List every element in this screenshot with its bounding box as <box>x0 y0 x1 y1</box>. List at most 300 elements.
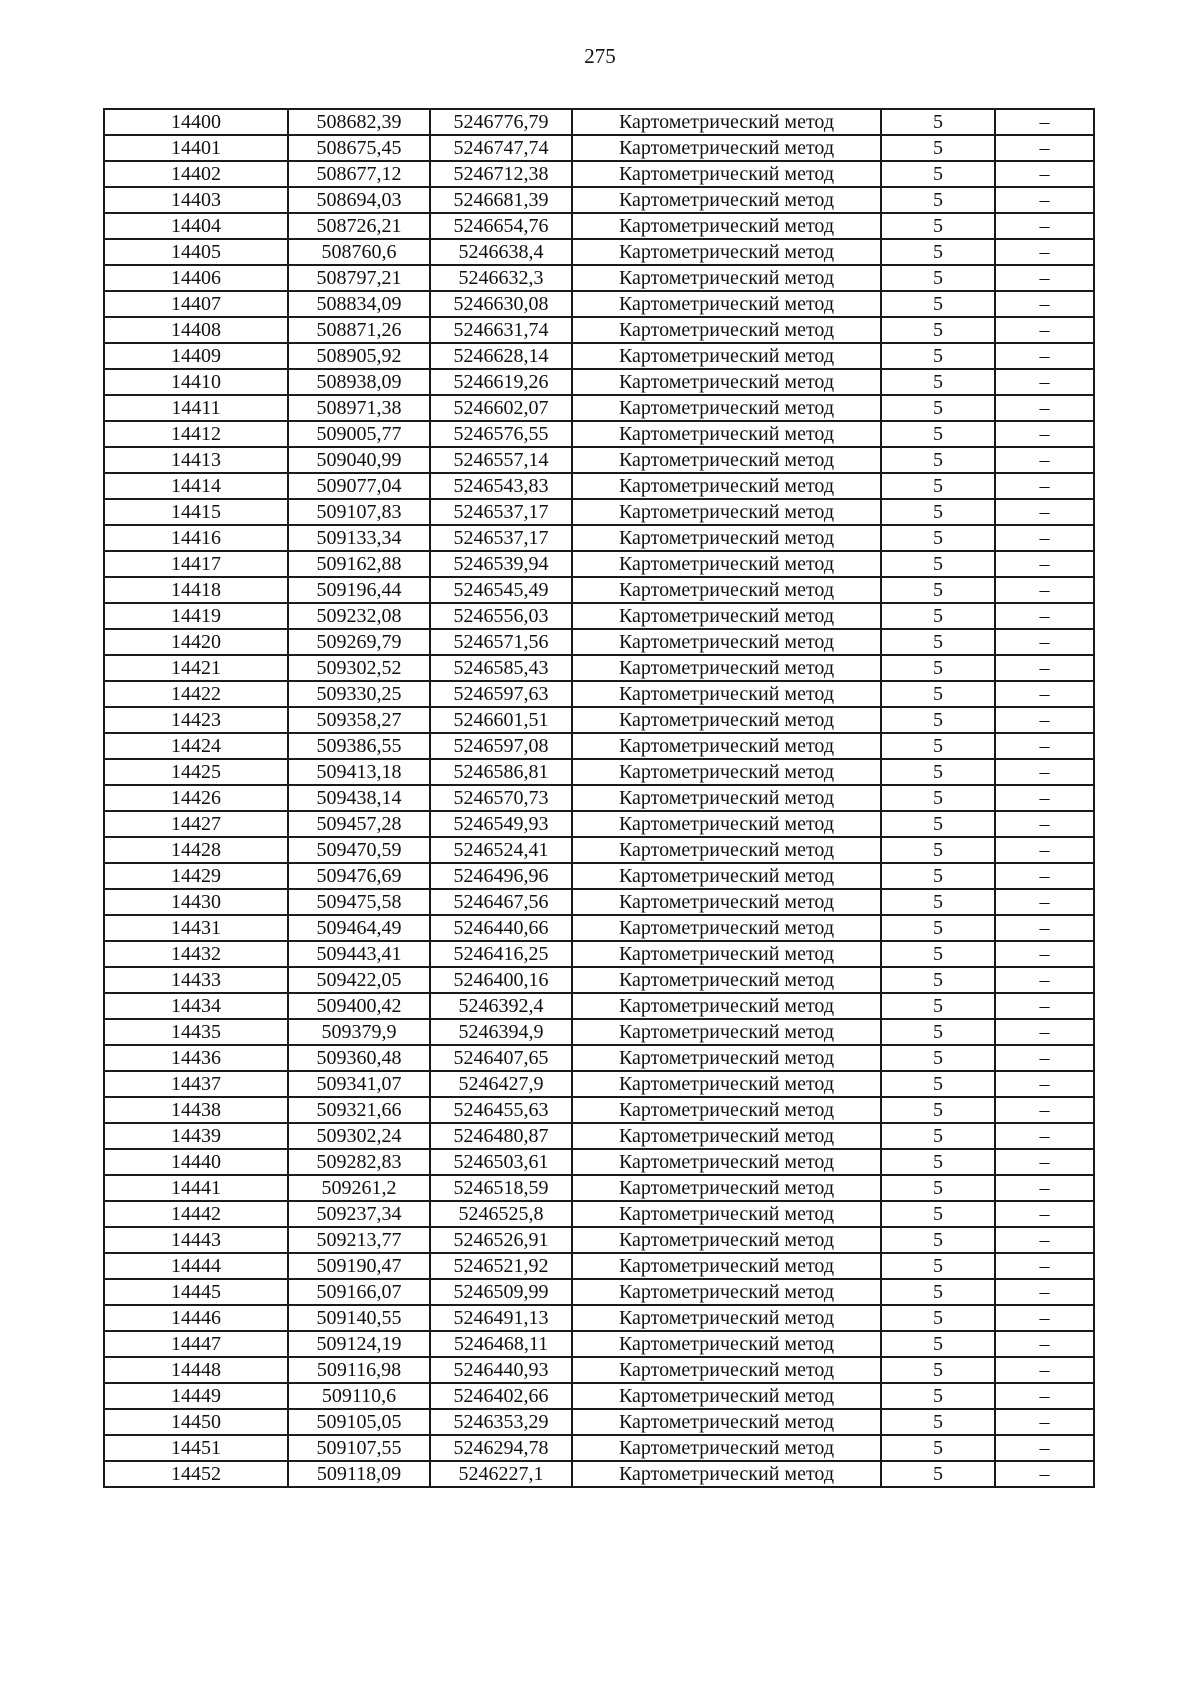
point-number-cell: 14437 <box>104 1071 288 1097</box>
table-row <box>104 889 1094 915</box>
method-cell: Картометрический метод <box>572 837 881 863</box>
point-number-cell: 14417 <box>104 551 288 577</box>
note-cell: – <box>995 109 1094 135</box>
accuracy-cell: 5 <box>881 759 995 785</box>
note-cell: – <box>995 135 1094 161</box>
method-cell: Картометрический метод <box>572 1383 881 1409</box>
accuracy-cell: 5 <box>881 1435 995 1461</box>
y-coordinate-cell: 5246521,92 <box>430 1253 572 1279</box>
accuracy-cell: 5 <box>881 187 995 213</box>
table-row <box>104 811 1094 837</box>
x-coordinate-cell: 509457,28 <box>288 811 430 837</box>
table-row <box>104 785 1094 811</box>
y-coordinate-cell: 5246654,76 <box>430 213 572 239</box>
table-row <box>104 1149 1094 1175</box>
x-coordinate-cell: 509162,88 <box>288 551 430 577</box>
x-coordinate-cell: 509140,55 <box>288 1305 430 1331</box>
accuracy-cell: 5 <box>881 291 995 317</box>
x-coordinate-cell: 508694,03 <box>288 187 430 213</box>
note-cell: – <box>995 967 1094 993</box>
x-coordinate-cell: 509358,27 <box>288 707 430 733</box>
point-number-cell: 14448 <box>104 1357 288 1383</box>
x-coordinate-cell: 509438,14 <box>288 785 430 811</box>
point-number-cell: 14411 <box>104 395 288 421</box>
y-coordinate-cell: 5246543,83 <box>430 473 572 499</box>
method-cell: Картометрический метод <box>572 135 881 161</box>
y-coordinate-cell: 5246556,03 <box>430 603 572 629</box>
x-coordinate-cell: 508797,21 <box>288 265 430 291</box>
accuracy-cell: 5 <box>881 1201 995 1227</box>
method-cell: Картометрический метод <box>572 967 881 993</box>
point-number-cell: 14404 <box>104 213 288 239</box>
x-coordinate-cell: 509005,77 <box>288 421 430 447</box>
table-row <box>104 1461 1094 1487</box>
table-row <box>104 707 1094 733</box>
point-number-cell: 14435 <box>104 1019 288 1045</box>
method-cell: Картометрический метод <box>572 525 881 551</box>
method-cell: Картометрический метод <box>572 1409 881 1435</box>
method-cell: Картометрический метод <box>572 1461 881 1487</box>
method-cell: Картометрический метод <box>572 1123 881 1149</box>
y-coordinate-cell: 5246455,63 <box>430 1097 572 1123</box>
y-coordinate-cell: 5246440,66 <box>430 915 572 941</box>
accuracy-cell: 5 <box>881 369 995 395</box>
accuracy-cell: 5 <box>881 473 995 499</box>
note-cell: – <box>995 1227 1094 1253</box>
y-coordinate-cell: 5246526,91 <box>430 1227 572 1253</box>
note-cell: – <box>995 1175 1094 1201</box>
accuracy-cell: 5 <box>881 707 995 733</box>
y-coordinate-cell: 5246468,11 <box>430 1331 572 1357</box>
note-cell: – <box>995 1097 1094 1123</box>
table-row <box>104 1227 1094 1253</box>
table-row <box>104 499 1094 525</box>
method-cell: Картометрический метод <box>572 1253 881 1279</box>
x-coordinate-cell: 509196,44 <box>288 577 430 603</box>
method-cell: Картометрический метод <box>572 265 881 291</box>
accuracy-cell: 5 <box>881 889 995 915</box>
note-cell: – <box>995 1383 1094 1409</box>
table-body <box>104 109 1094 1487</box>
note-cell: – <box>995 343 1094 369</box>
y-coordinate-cell: 5246496,96 <box>430 863 572 889</box>
note-cell: – <box>995 1123 1094 1149</box>
table-row <box>104 317 1094 343</box>
method-cell: Картометрический метод <box>572 1305 881 1331</box>
x-coordinate-cell: 509261,2 <box>288 1175 430 1201</box>
accuracy-cell: 5 <box>881 1253 995 1279</box>
point-number-cell: 14447 <box>104 1331 288 1357</box>
x-coordinate-cell: 508726,21 <box>288 213 430 239</box>
method-cell: Картометрический метод <box>572 993 881 1019</box>
y-coordinate-cell: 5246638,4 <box>430 239 572 265</box>
point-number-cell: 14430 <box>104 889 288 915</box>
table-row <box>104 733 1094 759</box>
x-coordinate-cell: 508834,09 <box>288 291 430 317</box>
x-coordinate-cell: 509360,48 <box>288 1045 430 1071</box>
point-number-cell: 14407 <box>104 291 288 317</box>
method-cell: Картометрический метод <box>572 707 881 733</box>
method-cell: Картометрический метод <box>572 499 881 525</box>
method-cell: Картометрический метод <box>572 213 881 239</box>
y-coordinate-cell: 5246776,79 <box>430 109 572 135</box>
table-row <box>104 291 1094 317</box>
note-cell: – <box>995 629 1094 655</box>
method-cell: Картометрический метод <box>572 603 881 629</box>
x-coordinate-cell: 509110,6 <box>288 1383 430 1409</box>
accuracy-cell: 5 <box>881 681 995 707</box>
note-cell: – <box>995 1045 1094 1071</box>
note-cell: – <box>995 785 1094 811</box>
y-coordinate-cell: 5246630,08 <box>430 291 572 317</box>
y-coordinate-cell: 5246480,87 <box>430 1123 572 1149</box>
x-coordinate-cell: 508905,92 <box>288 343 430 369</box>
method-cell: Картометрический метод <box>572 733 881 759</box>
accuracy-cell: 5 <box>881 109 995 135</box>
x-coordinate-cell: 509422,05 <box>288 967 430 993</box>
point-number-cell: 14429 <box>104 863 288 889</box>
y-coordinate-cell: 5246227,1 <box>430 1461 572 1487</box>
accuracy-cell: 5 <box>881 239 995 265</box>
y-coordinate-cell: 5246747,74 <box>430 135 572 161</box>
point-number-cell: 14419 <box>104 603 288 629</box>
y-coordinate-cell: 5246400,16 <box>430 967 572 993</box>
method-cell: Картометрический метод <box>572 863 881 889</box>
accuracy-cell: 5 <box>881 1097 995 1123</box>
note-cell: – <box>995 993 1094 1019</box>
method-cell: Картометрический метод <box>572 395 881 421</box>
method-cell: Картометрический метод <box>572 421 881 447</box>
note-cell: – <box>995 1019 1094 1045</box>
y-coordinate-cell: 5246712,38 <box>430 161 572 187</box>
point-number-cell: 14438 <box>104 1097 288 1123</box>
y-coordinate-cell: 5246353,29 <box>430 1409 572 1435</box>
point-number-cell: 14445 <box>104 1279 288 1305</box>
point-number-cell: 14402 <box>104 161 288 187</box>
y-coordinate-cell: 5246416,25 <box>430 941 572 967</box>
method-cell: Картометрический метод <box>572 239 881 265</box>
table-row <box>104 525 1094 551</box>
x-coordinate-cell: 509302,52 <box>288 655 430 681</box>
table-row <box>104 1357 1094 1383</box>
x-coordinate-cell: 509475,58 <box>288 889 430 915</box>
accuracy-cell: 5 <box>881 577 995 603</box>
y-coordinate-cell: 5246628,14 <box>430 343 572 369</box>
accuracy-cell: 5 <box>881 1461 995 1487</box>
table-row <box>104 473 1094 499</box>
x-coordinate-cell: 509341,07 <box>288 1071 430 1097</box>
table-row <box>104 343 1094 369</box>
point-number-cell: 14433 <box>104 967 288 993</box>
method-cell: Картометрический метод <box>572 291 881 317</box>
note-cell: – <box>995 837 1094 863</box>
method-cell: Картометрический метод <box>572 187 881 213</box>
point-number-cell: 14427 <box>104 811 288 837</box>
note-cell: – <box>995 811 1094 837</box>
note-cell: – <box>995 395 1094 421</box>
point-number-cell: 14440 <box>104 1149 288 1175</box>
method-cell: Картометрический метод <box>572 681 881 707</box>
method-cell: Картометрический метод <box>572 1175 881 1201</box>
method-cell: Картометрический метод <box>572 1149 881 1175</box>
method-cell: Картометрический метод <box>572 343 881 369</box>
method-cell: Картометрический метод <box>572 811 881 837</box>
note-cell: – <box>995 265 1094 291</box>
point-number-cell: 14441 <box>104 1175 288 1201</box>
accuracy-cell: 5 <box>881 343 995 369</box>
x-coordinate-cell: 509400,42 <box>288 993 430 1019</box>
x-coordinate-cell: 509386,55 <box>288 733 430 759</box>
note-cell: – <box>995 603 1094 629</box>
note-cell: – <box>995 1409 1094 1435</box>
point-number-cell: 14422 <box>104 681 288 707</box>
table-row <box>104 369 1094 395</box>
accuracy-cell: 5 <box>881 629 995 655</box>
method-cell: Картометрический метод <box>572 1071 881 1097</box>
point-number-cell: 14403 <box>104 187 288 213</box>
accuracy-cell: 5 <box>881 447 995 473</box>
accuracy-cell: 5 <box>881 1123 995 1149</box>
table-row <box>104 1019 1094 1045</box>
method-cell: Картометрический метод <box>572 655 881 681</box>
method-cell: Картометрический метод <box>572 1097 881 1123</box>
x-coordinate-cell: 509232,08 <box>288 603 430 629</box>
y-coordinate-cell: 5246602,07 <box>430 395 572 421</box>
table-row <box>104 941 1094 967</box>
table-row <box>104 577 1094 603</box>
point-number-cell: 14400 <box>104 109 288 135</box>
y-coordinate-cell: 5246440,93 <box>430 1357 572 1383</box>
method-cell: Картометрический метод <box>572 759 881 785</box>
y-coordinate-cell: 5246585,43 <box>430 655 572 681</box>
table-row <box>104 1305 1094 1331</box>
y-coordinate-cell: 5246570,73 <box>430 785 572 811</box>
point-number-cell: 14434 <box>104 993 288 1019</box>
x-coordinate-cell: 509443,41 <box>288 941 430 967</box>
method-cell: Картометрический метод <box>572 109 881 135</box>
table-row <box>104 603 1094 629</box>
accuracy-cell: 5 <box>881 525 995 551</box>
note-cell: – <box>995 941 1094 967</box>
accuracy-cell: 5 <box>881 1383 995 1409</box>
accuracy-cell: 5 <box>881 733 995 759</box>
x-coordinate-cell: 509107,83 <box>288 499 430 525</box>
accuracy-cell: 5 <box>881 1279 995 1305</box>
y-coordinate-cell: 5246557,14 <box>430 447 572 473</box>
y-coordinate-cell: 5246545,49 <box>430 577 572 603</box>
point-number-cell: 14432 <box>104 941 288 967</box>
point-number-cell: 14425 <box>104 759 288 785</box>
x-coordinate-cell: 509330,25 <box>288 681 430 707</box>
method-cell: Картометрический метод <box>572 369 881 395</box>
y-coordinate-cell: 5246597,63 <box>430 681 572 707</box>
method-cell: Картометрический метод <box>572 1045 881 1071</box>
method-cell: Картометрический метод <box>572 629 881 655</box>
method-cell: Картометрический метод <box>572 1227 881 1253</box>
y-coordinate-cell: 5246427,9 <box>430 1071 572 1097</box>
table-row <box>104 1331 1094 1357</box>
point-number-cell: 14421 <box>104 655 288 681</box>
point-number-cell: 14451 <box>104 1435 288 1461</box>
accuracy-cell: 5 <box>881 655 995 681</box>
page-number: 275 <box>584 44 616 68</box>
accuracy-cell: 5 <box>881 1357 995 1383</box>
method-cell: Картометрический метод <box>572 1331 881 1357</box>
x-coordinate-cell: 509464,49 <box>288 915 430 941</box>
y-coordinate-cell: 5246571,56 <box>430 629 572 655</box>
note-cell: – <box>995 473 1094 499</box>
table-row <box>104 1409 1094 1435</box>
point-number-cell: 14412 <box>104 421 288 447</box>
y-coordinate-cell: 5246525,8 <box>430 1201 572 1227</box>
table-row <box>104 759 1094 785</box>
y-coordinate-cell: 5246619,26 <box>430 369 572 395</box>
x-coordinate-cell: 508871,26 <box>288 317 430 343</box>
table-row <box>104 863 1094 889</box>
point-number-cell: 14406 <box>104 265 288 291</box>
y-coordinate-cell: 5246601,51 <box>430 707 572 733</box>
note-cell: – <box>995 239 1094 265</box>
x-coordinate-cell: 508677,12 <box>288 161 430 187</box>
point-number-cell: 14439 <box>104 1123 288 1149</box>
accuracy-cell: 5 <box>881 265 995 291</box>
point-number-cell: 14423 <box>104 707 288 733</box>
y-coordinate-cell: 5246518,59 <box>430 1175 572 1201</box>
note-cell: – <box>995 1435 1094 1461</box>
note-cell: – <box>995 317 1094 343</box>
table-row <box>104 1435 1094 1461</box>
table-row <box>104 551 1094 577</box>
x-coordinate-cell: 509107,55 <box>288 1435 430 1461</box>
table-row <box>104 109 1094 135</box>
x-coordinate-cell: 509118,09 <box>288 1461 430 1487</box>
table-row <box>104 655 1094 681</box>
y-coordinate-cell: 5246509,99 <box>430 1279 572 1305</box>
method-cell: Картометрический метод <box>572 161 881 187</box>
point-number-cell: 14442 <box>104 1201 288 1227</box>
accuracy-cell: 5 <box>881 1175 995 1201</box>
x-coordinate-cell: 508938,09 <box>288 369 430 395</box>
table-row <box>104 681 1094 707</box>
method-cell: Картометрический метод <box>572 915 881 941</box>
table-row <box>104 967 1094 993</box>
note-cell: – <box>995 1357 1094 1383</box>
accuracy-cell: 5 <box>881 811 995 837</box>
method-cell: Картометрический метод <box>572 785 881 811</box>
accuracy-cell: 5 <box>881 1227 995 1253</box>
note-cell: – <box>995 187 1094 213</box>
accuracy-cell: 5 <box>881 551 995 577</box>
x-coordinate-cell: 509124,19 <box>288 1331 430 1357</box>
y-coordinate-cell: 5246632,3 <box>430 265 572 291</box>
accuracy-cell: 5 <box>881 915 995 941</box>
note-cell: – <box>995 733 1094 759</box>
table-row <box>104 1045 1094 1071</box>
note-cell: – <box>995 421 1094 447</box>
x-coordinate-cell: 508675,45 <box>288 135 430 161</box>
x-coordinate-cell: 509040,99 <box>288 447 430 473</box>
method-cell: Картометрический метод <box>572 551 881 577</box>
x-coordinate-cell: 509133,34 <box>288 525 430 551</box>
x-coordinate-cell: 509213,77 <box>288 1227 430 1253</box>
accuracy-cell: 5 <box>881 317 995 343</box>
point-number-cell: 14405 <box>104 239 288 265</box>
table-row <box>104 447 1094 473</box>
y-coordinate-cell: 5246294,78 <box>430 1435 572 1461</box>
method-cell: Картометрический метод <box>572 473 881 499</box>
note-cell: – <box>995 1279 1094 1305</box>
note-cell: – <box>995 1201 1094 1227</box>
y-coordinate-cell: 5246586,81 <box>430 759 572 785</box>
point-number-cell: 14413 <box>104 447 288 473</box>
point-number-cell: 14446 <box>104 1305 288 1331</box>
table-row <box>104 1279 1094 1305</box>
point-number-cell: 14408 <box>104 317 288 343</box>
note-cell: – <box>995 1305 1094 1331</box>
point-number-cell: 14426 <box>104 785 288 811</box>
accuracy-cell: 5 <box>881 135 995 161</box>
accuracy-cell: 5 <box>881 1409 995 1435</box>
y-coordinate-cell: 5246537,17 <box>430 525 572 551</box>
x-coordinate-cell: 509470,59 <box>288 837 430 863</box>
note-cell: – <box>995 1253 1094 1279</box>
table-row <box>104 1097 1094 1123</box>
point-number-cell: 14436 <box>104 1045 288 1071</box>
accuracy-cell: 5 <box>881 1071 995 1097</box>
table-row <box>104 187 1094 213</box>
accuracy-cell: 5 <box>881 499 995 525</box>
method-cell: Картометрический метод <box>572 317 881 343</box>
accuracy-cell: 5 <box>881 967 995 993</box>
method-cell: Картометрический метод <box>572 577 881 603</box>
accuracy-cell: 5 <box>881 1045 995 1071</box>
note-cell: – <box>995 1149 1094 1175</box>
point-number-cell: 14415 <box>104 499 288 525</box>
accuracy-cell: 5 <box>881 213 995 239</box>
accuracy-cell: 5 <box>881 993 995 1019</box>
y-coordinate-cell: 5246597,08 <box>430 733 572 759</box>
x-coordinate-cell: 509282,83 <box>288 1149 430 1175</box>
note-cell: – <box>995 161 1094 187</box>
accuracy-cell: 5 <box>881 1331 995 1357</box>
y-coordinate-cell: 5246467,56 <box>430 889 572 915</box>
y-coordinate-cell: 5246491,13 <box>430 1305 572 1331</box>
accuracy-cell: 5 <box>881 161 995 187</box>
note-cell: – <box>995 1071 1094 1097</box>
y-coordinate-cell: 5246392,4 <box>430 993 572 1019</box>
note-cell: – <box>995 499 1094 525</box>
accuracy-cell: 5 <box>881 863 995 889</box>
x-coordinate-cell: 508760,6 <box>288 239 430 265</box>
note-cell: – <box>995 707 1094 733</box>
point-number-cell: 14410 <box>104 369 288 395</box>
table-row <box>104 1201 1094 1227</box>
x-coordinate-cell: 508682,39 <box>288 109 430 135</box>
note-cell: – <box>995 915 1094 941</box>
accuracy-cell: 5 <box>881 421 995 447</box>
y-coordinate-cell: 5246503,61 <box>430 1149 572 1175</box>
note-cell: – <box>995 681 1094 707</box>
note-cell: – <box>995 291 1094 317</box>
table-row <box>104 135 1094 161</box>
point-number-cell: 14418 <box>104 577 288 603</box>
table-row <box>104 1123 1094 1149</box>
x-coordinate-cell: 509116,98 <box>288 1357 430 1383</box>
x-coordinate-cell: 509105,05 <box>288 1409 430 1435</box>
table-row <box>104 993 1094 1019</box>
point-number-cell: 14420 <box>104 629 288 655</box>
method-cell: Картометрический метод <box>572 1019 881 1045</box>
